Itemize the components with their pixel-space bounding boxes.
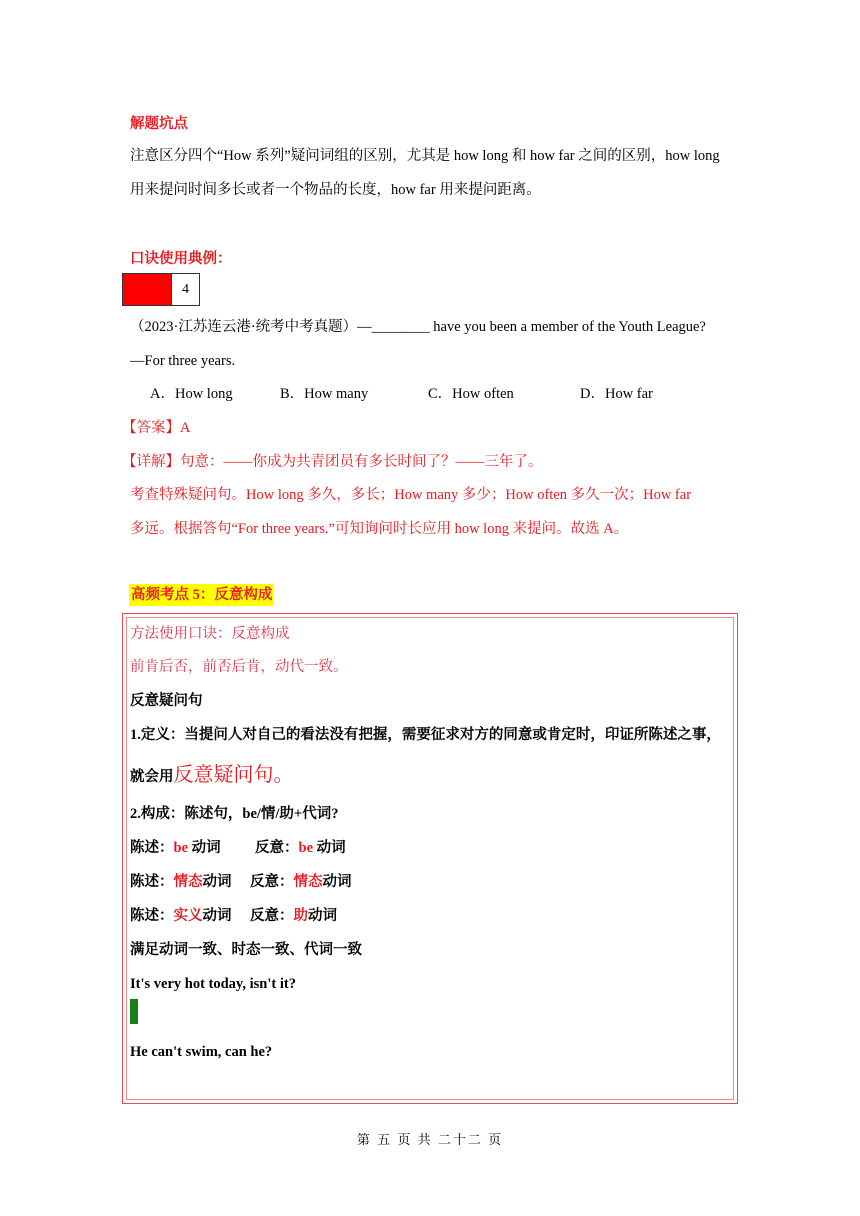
rule-statement-tail: 动词 [202,874,232,890]
detail-line3: 多远。根据答句“For three years.”可知询问时长应用 how long 来提问。故选 A。 [130,521,629,537]
rule-row-2 [130,872,232,892]
detail-line1: 【详解】句意：——你成为共青团员有多长时间了？——三年了。 [122,454,543,470]
rule-statement-label: 陈述： [130,908,174,924]
topic5-box [122,613,738,1104]
rule-reverse-tail: 动词 [313,840,346,856]
rule-row-1-reverse [255,838,346,858]
definition-line2 [130,762,294,790]
topic5-title: 高频考点 5：反意构成 [129,584,274,606]
rule-statement-key: 情态 [173,874,203,890]
option-d: D．How far [580,386,653,402]
rule-row-2-reverse [250,872,352,892]
method-rhyme: 前肯后否，前否后肯，动代一致。 [130,659,348,675]
rule-reverse-key: be [298,840,313,856]
definition-line1: 1.定义：当提问人对自己的看法没有把握，需要征求对方的同意或肯定时，印证所陈述之事， [130,727,721,743]
green-marker [130,999,138,1024]
rule-statement-label: 陈述： [130,874,174,890]
pitfall-text-line1: 注意区分四个“How 系列”疑问词组的区别，尤其是 how long 和 how far 之间的区别，how long [130,148,720,164]
rule-statement-label: 陈述： [130,840,174,856]
example-heading: 口诀使用典例： [130,251,232,267]
pitfall-heading: 解题坑点 [130,116,188,132]
detail-line2: 考查特殊疑问句。How long 多久，多长；How many 多少；How often 多久一次；How far [130,487,692,503]
page-footer: 第 五 页 共 二十二 页 [356,1132,504,1147]
option-b: B．How many [280,386,369,402]
question-line1: （2023·江苏连云港·统考中考真题）—________ have you been a member of the Youth League? [130,319,706,335]
question-number: 4 [182,281,189,297]
example-sentence-2: He can't swim, can he? [130,1044,273,1060]
agreement-line: 满足动词一致、时态一致、代词一致 [130,942,362,958]
question-number-red-cell [123,274,172,305]
rule-reverse-tail: 动词 [322,874,352,890]
rule-row-3 [130,906,232,926]
definition-term: 反意疑问句。 [173,764,294,786]
option-c: C．How often [428,386,514,402]
rule-row-1 [130,838,221,858]
rule-reverse-label: 反意： [250,874,294,890]
rule-reverse-label: 反意： [250,908,294,924]
example-sentence-1: It's very hot today, isn't it? [130,976,296,992]
rule-reverse-key: 助 [293,908,308,924]
rule-reverse-key: 情态 [293,874,323,890]
definition-prefix: 就会用 [130,769,174,785]
rule-statement-tail: 动词 [202,908,232,924]
structure-line: 2.构成：陈述句，be/情/助+代词? [130,806,339,822]
rule-statement-tail: 动词 [188,840,221,856]
pitfall-text-line2: 用来提问时间多长或者一个物品的长度，how far 用来提问距离。 [130,182,541,198]
method-title: 方法使用口诀：反意构成 [130,626,290,642]
question-number-box [122,273,200,306]
rule-statement-key: be [173,840,188,856]
subheading: 反意疑问句 [130,693,203,709]
rule-statement-key: 实义 [173,908,203,924]
option-a: A．How long [150,386,233,402]
answer-text: 【答案】A [122,420,191,436]
rule-reverse-tail: 动词 [308,908,337,924]
rule-row-3-reverse [250,906,337,926]
question-line2: —For three years. [130,353,236,369]
rule-reverse-label: 反意： [255,840,299,856]
topic5-box-inner-border [126,617,734,1100]
